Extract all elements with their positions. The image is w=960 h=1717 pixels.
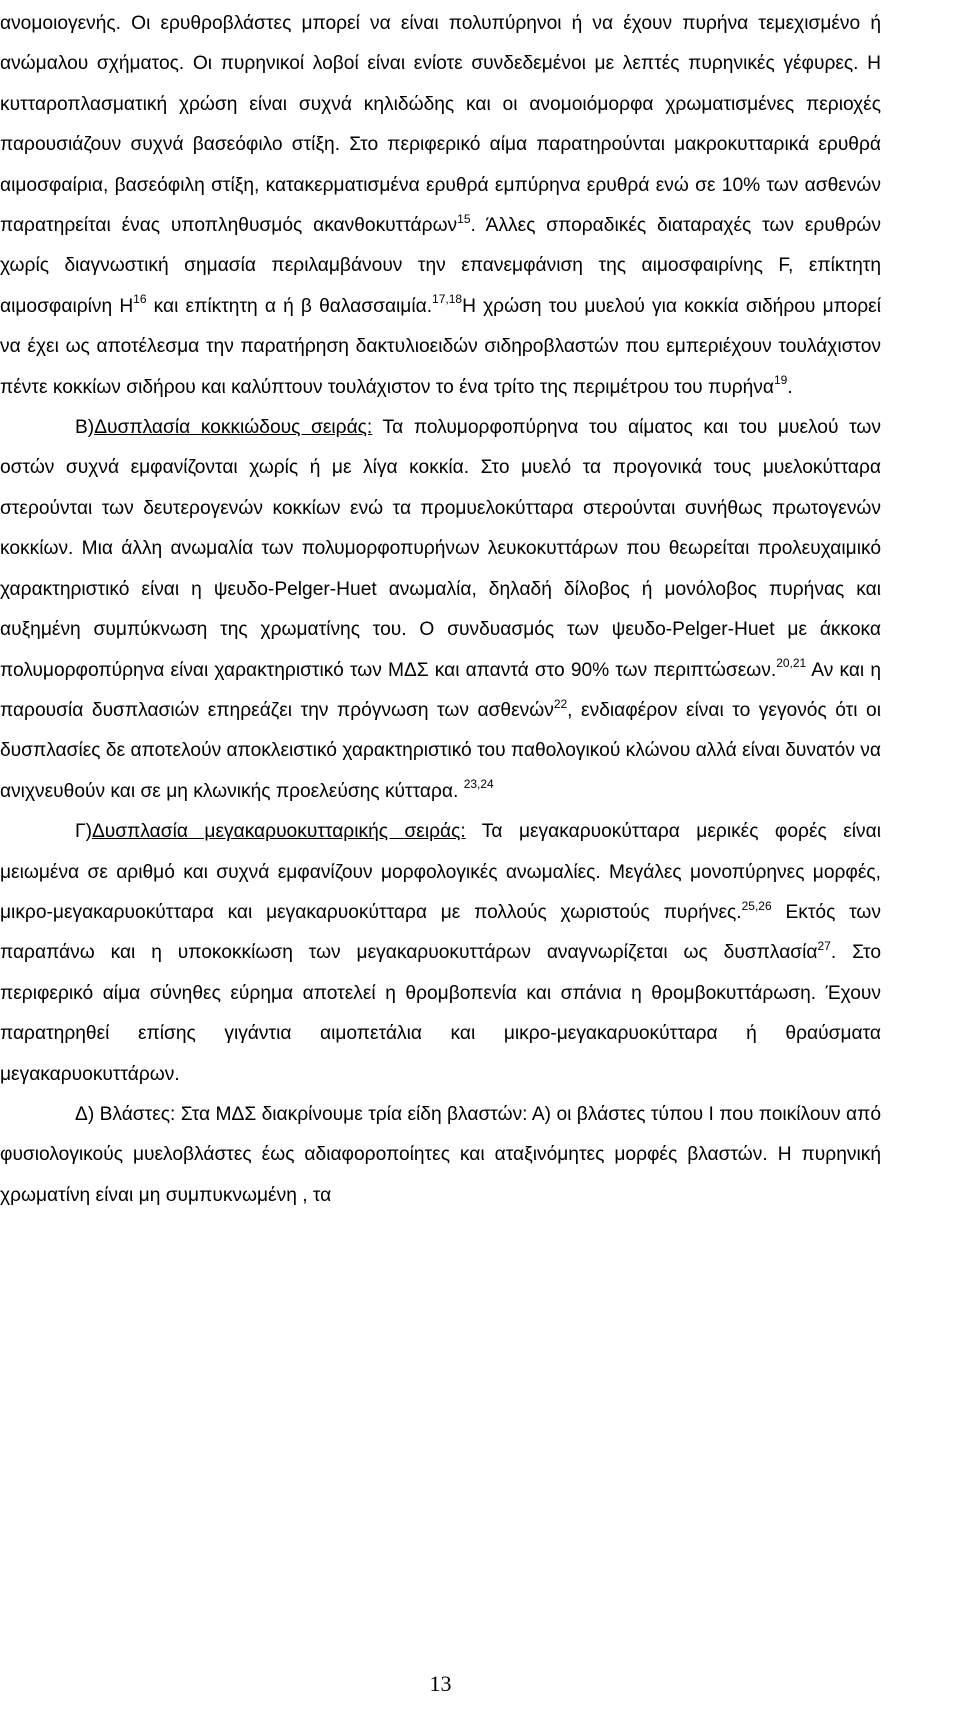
reference-superscript: 19 xyxy=(773,373,788,388)
text-run: Στα ΜΔΣ διακρίνουμε τρία είδη βλαστών: Α) οι βλάστες τύπου Ι που ποικίλουν από φυσιολογικούς μυελοβλάστες έως αδιαφοροποίητες και αταξινόμητες μορφές βλαστών. Η πυρηνική χρωματίνη είναι μη συμπυκνωμένη , τα xyxy=(0,1103,881,1206)
reference-superscript: 23,24 xyxy=(463,777,494,792)
reference-superscript: 17,18 xyxy=(432,292,463,307)
reference-superscript: 27 xyxy=(817,938,831,953)
text-run: Τα πολυμορφοπύρηνα του αίματος και του μυελού των οστών συχνά εμφανίζονται χωρίς ή με λίγα κοκκία. Στο μυελό τα προγονικά τους μυελοκύτταρα στερούνται των δευτερογενών κοκκίων ενώ τα προμυελοκύτταρα στερούνται συνήθως πρωτογενών κοκκίων. Μια άλλη ανωμαλία των πολυμορφοπυρήνων λευκοκυττάρων που θεωρείται προλευχαιμικό χαρακτηριστικό είναι η ψευδο-Pelger-Huet ανωμαλία, δηλαδή δίλοβος ή μονόλοβος πυρήνας και αυξημένη συμπύκνωση της χρωματίνης του. Ο συνδυασμός των ψευδο-Pelger-Huet με άκκοκα πολυμορφοπύρηνα είναι χαρακτηριστικό των ΜΔΣ και απαντά στο 90% των περιπτώσεων. xyxy=(0,417,881,681)
text-run: Εκτός των παραπάνω και η υποκοκκίωση των μεγακαρυοκυττάρων αναγνωρίζεται ως δυσπλασία xyxy=(0,901,881,964)
reference-superscript: 25,26 xyxy=(741,898,772,913)
reference-superscript: 20,21 xyxy=(776,656,807,671)
section-label: Γ) xyxy=(75,821,92,843)
section-heading-underlined: Δυσπλασία μεγακαρυοκυτταρικής σειράς: xyxy=(91,821,466,843)
paragraph-erythroid-dysplasia xyxy=(0,4,881,408)
section-label: Β) xyxy=(75,417,95,439)
paragraph-blasts xyxy=(0,1095,881,1216)
text-run: ανομοιογενής. Οι ερυθροβλάστες μπορεί να είναι πολυπύρηνοι ή να έχουν πυρήνα τεμεχισμένο ή ανώμαλου σχήματος. Οι πυρηνικοί λοβοί είναι ενίοτε συνδεδεμένοι με λεπτές πυρηνικές γέφυρες. Η κυτταροπλασματική χρώση είναι συχνά κηλιδώδης και οι ανομοιόμορφα χρωματισμένες περιοχές παρουσιάζουν συχνά βασεόφιλο στίξη. Στο περιφερικό αίμα παρατηρούνται μακροκυτταρικά ερυθρά αιμοσφαίρια, βασεόφιλη στίξη, κατακερματισμένα ερυθρά εμπύρηνα ερυθρά ενώ σε 10% των ασθενών παρατηρείται ένας υποπληθυσμός ακανθοκυττάρων xyxy=(0,13,881,237)
paragraph-granulocytic-dysplasia xyxy=(0,408,881,812)
text-run: Η χρώση του μυελού για κοκκία σιδήρου μπορεί να έχει ως αποτέλεσμα την παρατήρηση δακτυλιοειδών σιδηροβλαστών που εμπεριέχουν τουλάχιστον πέντε κοκκίων σιδήρου και καλύπτουν τουλάχιστον το ένα τρίτο της περιμέτρου του πυρήνα xyxy=(0,295,881,398)
text-run: Τα μεγακαρυοκύτταρα μερικές φορές είναι μειωμένα σε αριθμό και συχνά εμφανίζουν μορφολογικές ανωμαλίες. Μεγάλες μονοπύρηνες μορφές, μικρο-μεγακαρυοκύτταρα και μεγακαρυοκύτταρα με πολλούς χωριστούς πυρήνες. xyxy=(0,821,881,923)
page-number: 13 xyxy=(429,1671,452,1696)
text-run: και επίκτητη α ή β θαλασσαιμία. xyxy=(146,295,433,317)
section-heading: Δ) Βλάστες: xyxy=(75,1103,176,1125)
reference-superscript: 16 xyxy=(133,292,147,307)
text-run: . Άλλες σποραδικές διαταραχές των ερυθρών χωρίς διαγνωστική σημασία περιλαμβάνουν την επανεμφάνιση της αιμοσφαιρίνης F, επίκτητη αιμοσφαιρίνη Η xyxy=(0,215,882,317)
reference-superscript: 15 xyxy=(457,211,471,226)
text-run: . xyxy=(787,376,793,398)
section-heading-underlined: Δυσπλασία κοκκιώδους σειράς: xyxy=(94,417,373,439)
paragraph-megakaryocytic-dysplasia xyxy=(0,812,881,1095)
text-run: . Στο περιφερικό αίμα σύνηθες εύρημα αποτελεί η θρομβοπενία και σπάνια η θρομβοκυττάρωση. Έχουν παρατηρηθεί επίσης γιγάντια αιμοπετάλια και μικρο-μεγακαρυοκύτταρα ή θραύσματα μεγακαρυοκυττάρων. xyxy=(0,942,881,1085)
text-run: , ενδιαφέρον είναι το γεγονός ότι οι δυσπλασίες δε αποτελούν αποκλειστικό χαρακτηριστικό του παθολογικού κλώνου αλλά είναι δυνατόν να ανιχνευθούν και σε μη κλωνικής προελεύσης κύτταρα. xyxy=(0,699,881,802)
text-run: Αν και η παρουσία δυσπλασιών επηρεάζει την πρόγνωση των ασθενών xyxy=(0,659,881,721)
reference-superscript: 22 xyxy=(553,696,568,711)
